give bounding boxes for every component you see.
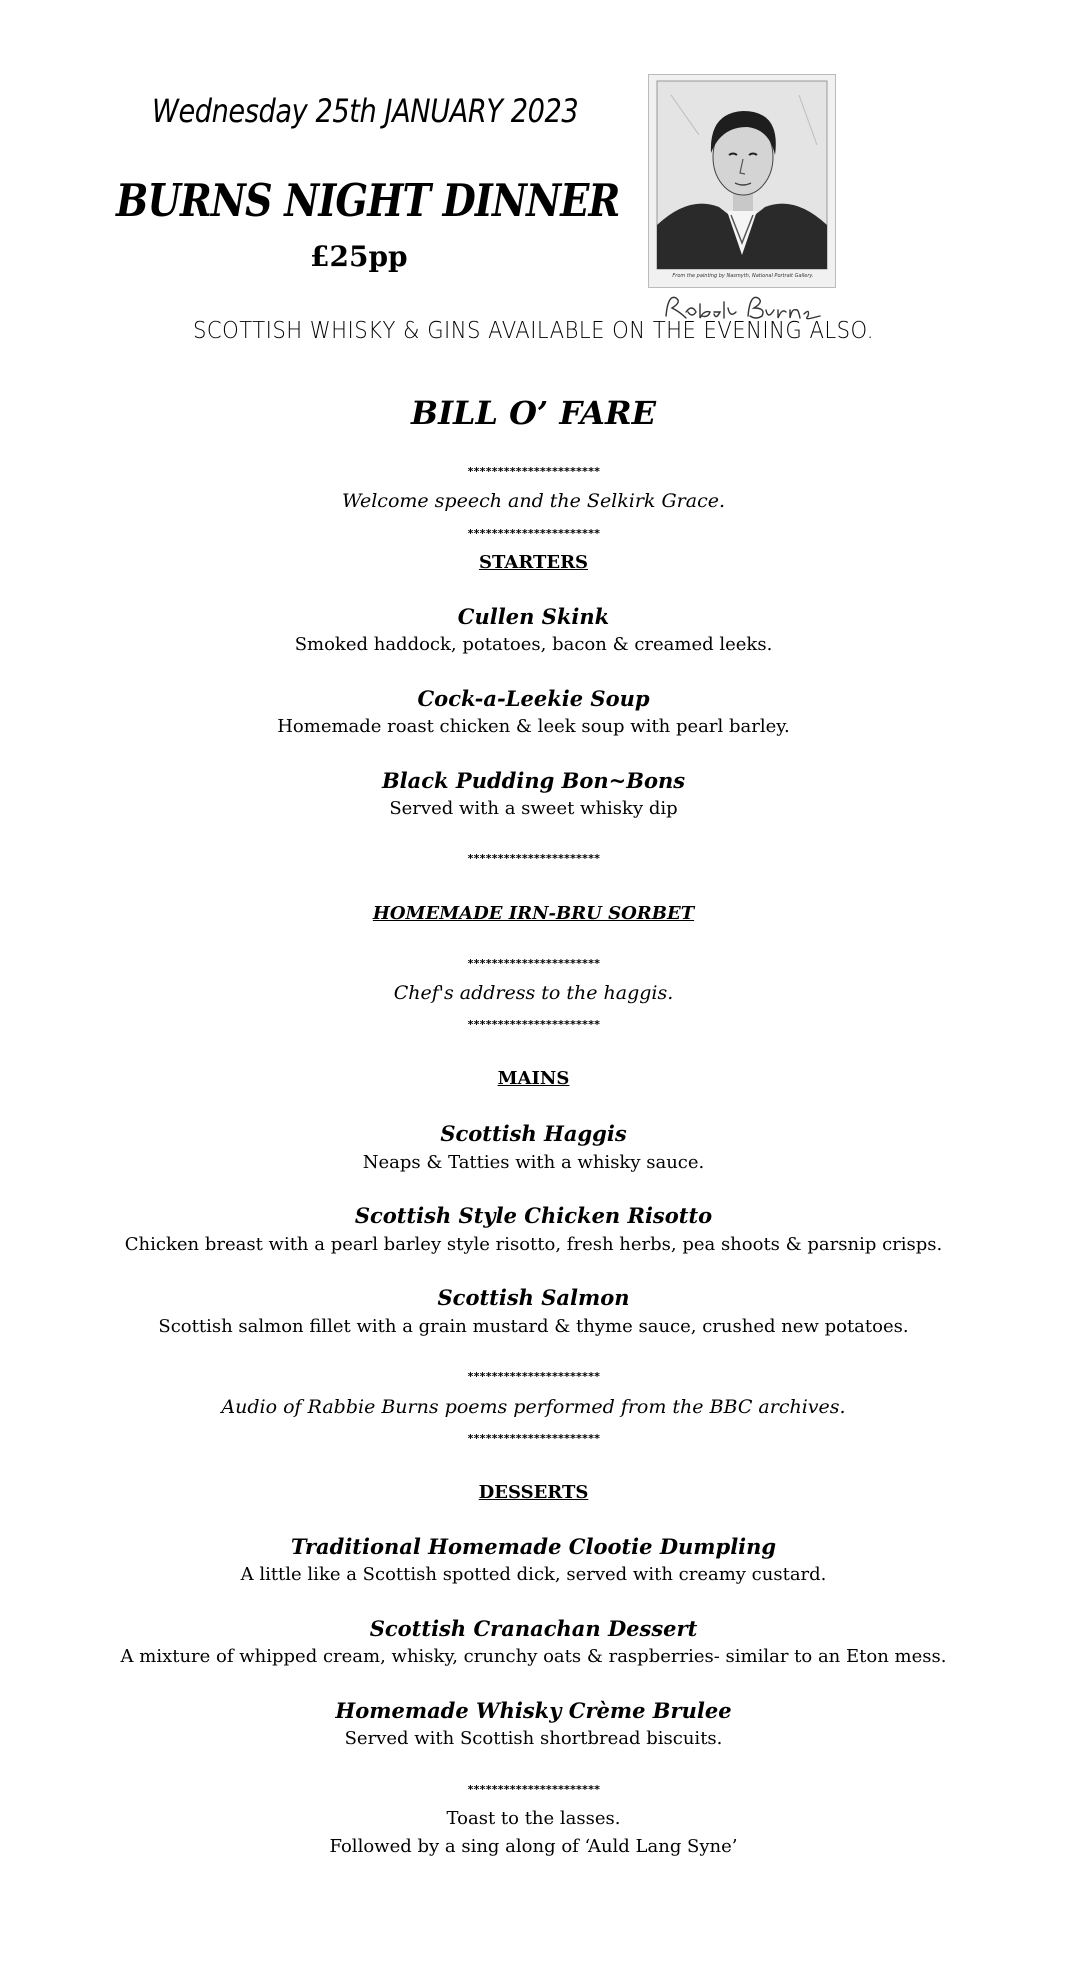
dish-description: Chicken breast with a pearl barley style risotto, fresh herbs, pea shoots & parsnip crisps. [124,1234,943,1255]
dish-description: Homemade roast chicken & leek soup with pearl barley. [277,716,790,737]
price: £25pp [310,240,408,273]
dish-description: A mixture of whipped cream, whisky, crunchy oats & raspberries- similar to an Eton mess. [120,1646,947,1667]
dish-name: Black Pudding Bon~Bons [381,768,686,793]
dish-description: A little like a Scottish spotted dick, served with creamy custard. [240,1564,827,1585]
dish-name: Scottish Salmon [437,1285,630,1310]
welcome-speech: Welcome speech and the Selkirk Grace. [342,490,725,512]
dish-name: Homemade Whisky Crème Brulee [335,1698,732,1723]
star-divider: ********************** [467,1783,600,1796]
desserts-heading: DESSERTS [478,1482,589,1503]
haggis-address: Chef's address to the haggis. [393,982,674,1004]
dish-description: Served with a sweet whisky dip [389,798,678,819]
portrait-engraving-icon [649,75,835,287]
star-divider: ********************** [467,1018,600,1031]
dish-name: Scottish Style Chicken Risotto [354,1203,713,1228]
starters-heading: STARTERS [478,552,589,573]
audio-note: Audio of Rabbie Burns poems performed from the BBC archives. [221,1396,846,1418]
dish-name: Cullen Skink [457,604,610,629]
sorbet-course: HOMEMADE IRN-BRU SORBET [372,903,695,924]
mains-heading: MAINS [497,1068,570,1089]
dish-name: Scottish Cranachan Dessert [369,1616,698,1641]
dish-name: Scottish Haggis [440,1121,627,1146]
toast-to-lasses: Toast to the lasses. [446,1808,621,1829]
closing-note: Followed by a sing along of ‘Auld Lang Syne’ [329,1836,738,1857]
page-title: BURNS NIGHT DINNER [116,174,620,227]
star-divider: ********************** [467,957,600,970]
dish-description: Smoked haddock, potatoes, bacon & creamed leeks. [294,634,773,655]
star-divider: ********************** [467,1370,600,1383]
star-divider: ********************** [467,852,600,865]
star-divider: ********************** [467,527,600,540]
dish-description: Served with Scottish shortbread biscuits. [344,1728,723,1749]
bill-of-fare-heading: BILL O’ FARE [411,394,656,432]
dish-name: Cock-a-Leekie Soup [417,686,650,711]
robert-burns-portrait [648,74,836,288]
portrait-caption: From the painting by Nasmyth, National Portrait Gallery. [672,273,814,279]
event-date: Wednesday 25th JANUARY 2023 [152,92,579,130]
dish-name: Traditional Homemade Clootie Dumpling [290,1534,777,1559]
drinks-notice: SCOTTISH WHISKY & GINS AVAILABLE ON THE EVENING ALSO. [193,318,874,344]
star-divider: ********************** [467,465,600,478]
dish-description: Neaps & Tatties with a whisky sauce. [362,1152,705,1173]
dish-description: Scottish salmon fillet with a grain mustard & thyme sauce, crushed new potatoes. [158,1316,909,1337]
star-divider: ********************** [467,1432,600,1445]
